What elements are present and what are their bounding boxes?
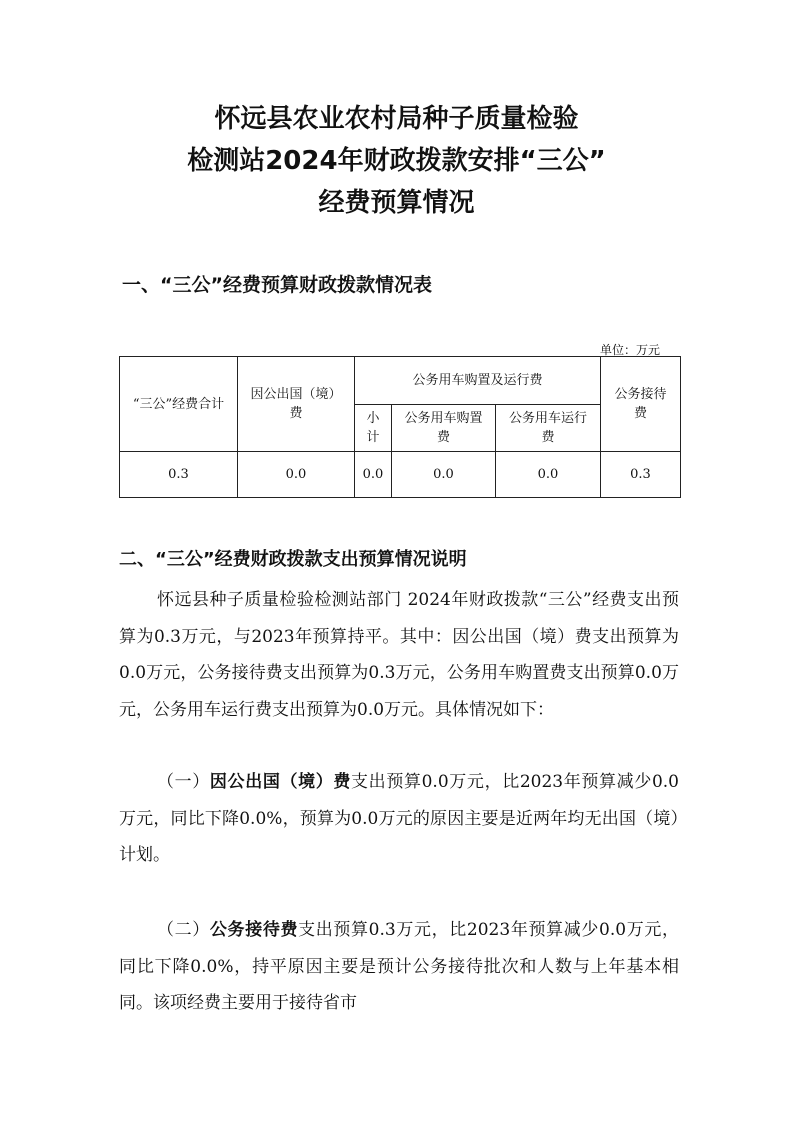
paragraph-abroad: [119, 764, 679, 874]
header-vehicle-operation: 公务用车运行费: [496, 405, 601, 452]
section-1-heading: 一、“三公”经费预算财政拨款情况表: [122, 274, 432, 296]
section-2-heading: 二、“三公”经费财政拨款支出预算情况说明: [119, 549, 467, 570]
header-reception: 公务接待费: [601, 357, 681, 452]
cell-subtotal: 0.0: [355, 452, 392, 498]
paragraph-reception-text: 支出预算0.3万元，比2023年预算减少0.0万元，同比下降0.0%，持平原因主要是预计公务接待批次和人数与上年基本相同。该项经费主要用于接待省市: [119, 920, 679, 1013]
header-total: “三公”经费合计: [120, 357, 238, 452]
cell-vehicle-purchase: 0.0: [392, 452, 496, 498]
cell-abroad: 0.0: [238, 452, 355, 498]
document-title-line-2: 检测站2024年财政拨款安排“三公”: [187, 146, 606, 176]
header-vehicle-purchase: 公务用车购置费: [392, 405, 496, 452]
header-subtotal: 小计: [355, 405, 392, 452]
paragraph-abroad-prefix: （一）: [157, 772, 210, 792]
header-vehicle-group: 公务用车购置及运行费: [355, 357, 601, 405]
paragraph-reception-term: 公务接待费: [209, 920, 299, 940]
budget-table: [119, 356, 681, 498]
paragraph-abroad-text: 支出预算0.0万元，比2023年预算减少0.0万元，同比下降0.0%，预算为0.0万元的原因主要是近两年均无出国（境）计划。: [119, 772, 679, 865]
paragraph-reception-prefix: （二）: [157, 920, 210, 940]
cell-reception: 0.3: [601, 452, 681, 498]
paragraph-abroad-term: 因公出国（境）费: [209, 772, 352, 792]
document-title-line-3: 经费预算情况: [318, 188, 475, 218]
unit-label: 单位：万元: [600, 343, 661, 357]
document-title-line-1: 怀远县农业农村局种子质量检验: [214, 104, 579, 134]
paragraph-reception: [119, 912, 679, 1022]
table-row: [120, 452, 681, 498]
cell-vehicle-operation: 0.0: [496, 452, 601, 498]
paragraph-summary: 怀远县种子质量检验检测站部门 2024年财政拨款“三公”经费支出预算为0.3万元，与2023年预算持平。其中：因公出国（境）费支出预算为0.0万元，公务接待费支出预算为0.3万元，公务用车购置费支出预算0.0万元，公务用车运行费支出预算为0.0万元。具体情况如下：: [119, 590, 679, 720]
cell-total: 0.3: [120, 452, 238, 498]
header-abroad: 因公出国（境）费: [238, 357, 355, 452]
